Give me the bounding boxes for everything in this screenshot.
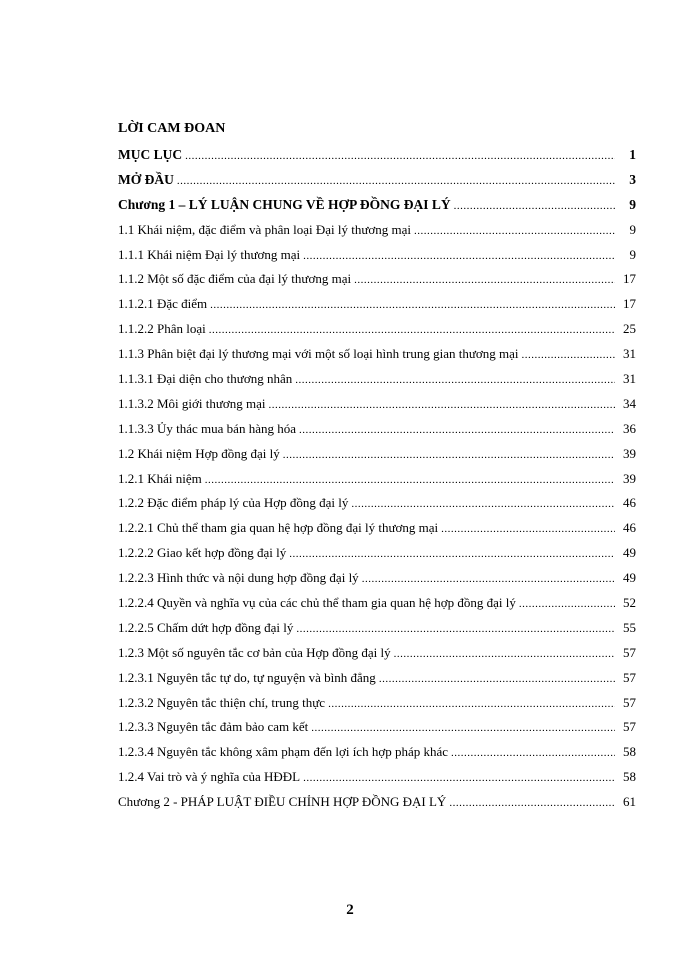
toc-entry-page: 39 xyxy=(623,470,636,486)
toc-entry xyxy=(118,595,636,620)
toc-dot-leader xyxy=(205,472,615,488)
toc-dot-leader xyxy=(454,198,615,214)
toc-entry xyxy=(118,620,636,645)
toc-entry xyxy=(118,719,636,744)
toc-entry-page: 9 xyxy=(629,246,636,262)
toc-dot-leader xyxy=(519,596,615,612)
toc-entry-title: 1.2.3.3 Nguyên tắc đảm bảo cam kết xyxy=(118,719,309,735)
toc-entry xyxy=(118,271,636,296)
toc-entry-page: 61 xyxy=(623,794,636,810)
toc-entry-title: 1.1.3.1 Đại diện cho thương nhân xyxy=(118,371,293,387)
toc-entry-page: 57 xyxy=(623,694,636,710)
toc-entry-title: 1.1.3.2 Môi giới thương mại xyxy=(118,395,266,411)
toc-entry xyxy=(118,794,636,819)
toc-dot-leader xyxy=(296,621,615,637)
toc-entry xyxy=(118,197,636,222)
toc-entry-page: 58 xyxy=(623,744,636,760)
toc-entry-page: 46 xyxy=(623,520,636,536)
toc-entry xyxy=(118,446,636,471)
toc-entry xyxy=(118,645,636,670)
toc-entry-title: Chương 2 - PHÁP LUẬT ĐIỀU CHỈNH HỢP ĐỒNG ĐẠI LÝ xyxy=(118,794,447,810)
toc-entry xyxy=(118,346,636,371)
toc-dot-leader xyxy=(362,571,615,587)
toc-entry-title: 1.1.2.1 Đặc điểm xyxy=(118,296,208,312)
toc-dot-leader xyxy=(177,173,615,189)
toc-dot-leader xyxy=(449,795,615,811)
toc-entry-page: 17 xyxy=(623,271,636,287)
toc-entry-page: 58 xyxy=(623,769,636,785)
toc-dot-leader xyxy=(295,372,615,388)
toc-dot-leader xyxy=(441,521,615,537)
toc-dot-leader xyxy=(269,397,615,413)
toc-entry xyxy=(118,421,636,446)
toc-entry xyxy=(118,545,636,570)
toc-dot-leader xyxy=(209,322,615,338)
toc-entry-page: 55 xyxy=(623,619,636,635)
toc-entry xyxy=(118,172,636,197)
toc-entry-title: 1.2.4 Vai trò và ý nghĩa của HĐĐL xyxy=(118,769,301,785)
toc-entry xyxy=(118,570,636,595)
toc-dot-leader xyxy=(289,546,615,562)
toc-entry-title: MỤC LỤC xyxy=(118,147,183,162)
toc-entry-page: 1 xyxy=(629,147,636,162)
toc-entry-title: 1.2.2.5 Chấm dứt hợp đồng đại lý xyxy=(118,619,294,635)
toc-entry xyxy=(118,769,636,794)
toc-entry-page: 3 xyxy=(629,171,636,187)
toc-dot-leader xyxy=(185,148,615,164)
toc-entry xyxy=(118,371,636,396)
toc-dot-leader xyxy=(354,272,615,288)
toc-dot-leader xyxy=(328,696,615,712)
toc-dot-leader xyxy=(379,671,615,687)
toc-entry-title: 1.2.3 Một số nguyên tắc cơ bản của Hợp đồng đại lý xyxy=(118,644,391,660)
toc-entry xyxy=(118,396,636,421)
toc-entry-title: 1.2 Khái niệm Hợp đồng đại lý xyxy=(118,445,280,461)
toc-entry-title: 1.2.2 Đặc điểm pháp lý của Hợp đồng đại lý xyxy=(118,495,349,511)
toc-entry-title: 1.2.2.2 Giao kết hợp đồng đại lý xyxy=(118,545,287,561)
table-of-contents xyxy=(118,147,636,819)
toc-entry xyxy=(118,695,636,720)
toc-entry xyxy=(118,147,636,172)
toc-entry xyxy=(118,744,636,769)
toc-entry-title: 1.2.2.4 Quyền và nghĩa vụ của các chủ thể tham gia quan hệ hợp đồng đại lý xyxy=(118,595,516,611)
toc-entry-title: 1.2.3.4 Nguyên tắc không xâm phạm đến lợi ích hợp pháp khác xyxy=(118,744,449,760)
toc-entry-page: 31 xyxy=(623,346,636,362)
toc-entry-page: 17 xyxy=(623,296,636,312)
toc-entry-title: 1.2.1 Khái niệm xyxy=(118,470,202,486)
toc-entry-page: 52 xyxy=(623,595,636,611)
toc-dot-leader xyxy=(451,745,615,761)
toc-entry-title: 1.1.3 Phân biệt đại lý thương mại với một số loại hình trung gian thương mại xyxy=(118,346,519,362)
toc-dot-leader xyxy=(299,422,615,438)
toc-entry-page: 57 xyxy=(623,644,636,660)
toc-entry xyxy=(118,670,636,695)
toc-entry-page: 46 xyxy=(623,495,636,511)
toc-entry-title: 1.2.2.3 Hình thức và nội dung hợp đồng đại lý xyxy=(118,570,359,586)
toc-dot-leader xyxy=(522,347,616,363)
toc-entry-title: Chương 1 – LÝ LUẬN CHUNG VỀ HỢP ĐỒNG ĐẠI LÝ xyxy=(118,196,451,212)
toc-entry-title: 1.2.3.1 Nguyên tắc tự do, tự nguyện và bình đẳng xyxy=(118,669,376,685)
toc-dot-leader xyxy=(394,646,615,662)
toc-entry-title: MỞ ĐẦU xyxy=(118,171,174,187)
toc-entry xyxy=(118,495,636,520)
toc-dot-leader xyxy=(303,248,615,264)
toc-entry xyxy=(118,321,636,346)
toc-entry-page: 31 xyxy=(623,371,636,387)
toc-entry-title: 1.1.1 Khái niệm Đại lý thương mại xyxy=(118,246,301,262)
toc-dot-leader xyxy=(283,447,615,463)
toc-entry-page: 57 xyxy=(623,669,636,685)
toc-entry-page: 34 xyxy=(623,395,636,411)
page-number: 2 xyxy=(346,902,354,918)
toc-entry xyxy=(118,247,636,272)
toc-entry-page: 9 xyxy=(629,221,636,237)
toc-entry-page: 49 xyxy=(623,545,636,561)
toc-dot-leader xyxy=(311,720,615,736)
toc-dot-leader xyxy=(210,297,615,313)
toc-entry xyxy=(118,222,636,247)
toc-entry-title: 1.2.2.1 Chủ thể tham gia quan hệ hợp đồng đại lý thương mại xyxy=(118,520,439,536)
toc-entry-page: 36 xyxy=(623,420,636,436)
toc-entry xyxy=(118,471,636,496)
toc-dot-leader xyxy=(414,223,615,239)
toc-entry-title: 1.2.3.2 Nguyên tắc thiện chí, trung thực xyxy=(118,694,326,710)
toc-dot-leader xyxy=(351,496,615,512)
toc-entry-page: 57 xyxy=(623,719,636,735)
declaration-heading: LỜI CAM ĐOAN xyxy=(118,121,226,136)
toc-entry-title: 1.1.3.3 Ủy thác mua bán hàng hóa xyxy=(118,420,296,436)
toc-entry-page: 39 xyxy=(623,445,636,461)
toc-entry-title: 1.1.2.2 Phân loại xyxy=(118,321,206,337)
toc-entry-title: 1.1 Khái niệm, đặc điểm và phân loại Đại lý thương mại xyxy=(118,221,411,237)
toc-dot-leader xyxy=(303,770,615,786)
toc-entry-page: 49 xyxy=(623,570,636,586)
toc-entry-page: 9 xyxy=(629,196,636,212)
toc-entry xyxy=(118,296,636,321)
toc-entry-page: 25 xyxy=(623,321,636,337)
toc-entry xyxy=(118,520,636,545)
toc-entry-title: 1.1.2 Một số đặc điểm của đại lý thương mại xyxy=(118,271,352,287)
